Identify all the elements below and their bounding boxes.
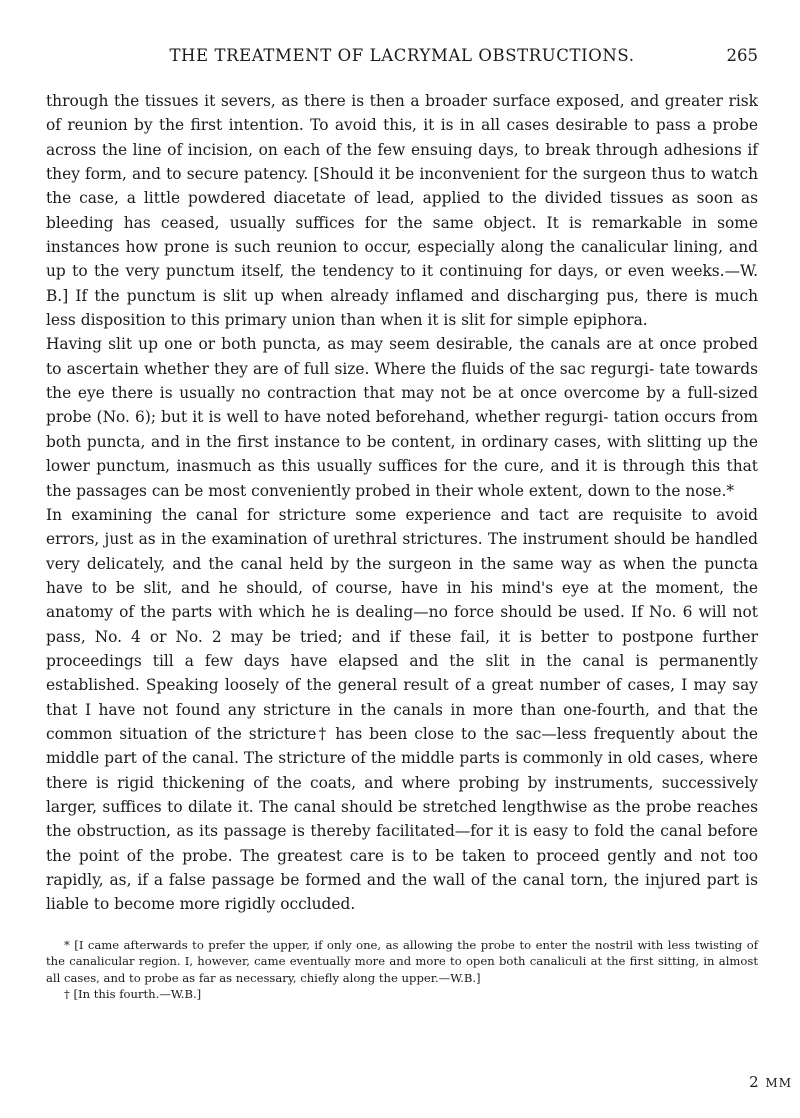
printer-signature-mark <box>749 1072 792 1093</box>
running-head <box>46 46 758 76</box>
book-page <box>46 0 758 1003</box>
footnote-2: † [In this fourth.—W.B.] <box>64 987 202 1002</box>
body-text <box>46 89 758 917</box>
paragraph-2: Having slit up one or both puncta, as may seem desirable, the canals are at once probed to ascertain whether they are of full size. Where the fluids of the sac regurgi- tate towards the eye there is usually no contraction that may not be at once overcome by a full-sized probe (No. 6); but it is well to have noted beforehand, whether regurgi- tation occurs from both puncta, and in the first instance to be content, in ordinary cases, with slitting up the lower punctum, inasmuch as this usually suffices for the cure, and it is through this that the passages can be most conveniently probed in their whole extent, down to the nose.* <box>46 335 758 500</box>
signature-letters: MM <box>765 1076 792 1090</box>
running-head-title: THE TREATMENT OF LACRYMAL OBSTRUCTIONS. <box>169 46 635 65</box>
footnotes <box>46 937 758 1003</box>
paragraph-3: In examining the canal for stricture some experience and tact are requisite to avoid errors, just as in the examination of urethral strictures. The instrument should be handled very delicately, and the canal held by the surgeon in the same way as when the puncta have to be slit, and he should, of course, have in his mind's eye at the moment, the anatomy of the parts with which he is dealing—no force should be used. If No. 6 will not pass, No. 4 or No. 2 may be tried; and if these fail, it is better to postpone further proceedings till a few days have elapsed and the slit in the canal is permanently established. Speaking loosely of the general result of a great number of cases, I may say that I have not found any stricture in the canals in more than one-fourth, and that the common situation of the stricture† has been close to the sac—less frequently about the middle part of the canal. The stricture of the middle parts is commonly in old cases, where there is rigid thickening of the coats, and where probing by instruments, successively larger, suffices to dilate it. The canal should be stretched lengthwise as the probe reaches the obstruction, as its passage is thereby facilitated—for it is easy to fold the canal before the point of the probe. The greatest care is to be taken to proceed gently and not too rapidly, as, if a false passage be formed and the wall of the canal torn, the injured part is liable to become more rigidly occluded. <box>46 505 758 914</box>
paragraph-1: through the tissues it severs, as there is then a broader surface exposed, and greater risk of reunion by the first intention. To avoid this, it is in all cases desirable to pass a probe across the line of incision, on each of the few ensuing days, to break through adhesions if they form, and to secure patency. [Should it be inconvenient for the surgeon thus to watch the case, a little powdered diacetate of lead, applied to the divided tissues as soon as bleeding has ceased, usually suffices for the same object. It is remarkable in some instances how prone is such reunion to occur, especially along the canalicular lining, and up to the very punctum itself, the tendency to it continuing for days, or even weeks.—W. B.] If the punctum is slit up when already inflamed and discharging pus, there is much less disposition to this primary union than when it is slit for simple epiphora. <box>46 92 758 330</box>
footnote-1: * [I came afterwards to prefer the upper, if only one, as allowing the probe to enter the nostril with less twisting of the canalicular region. I, however, came eventually more and more to open both canaliculi at the first sitting, in almost all cases, and to probe as far as necessary, chiefly along the upper.—W.B.] <box>46 937 758 985</box>
page-number: 265 <box>726 46 758 65</box>
signature-number: 2 <box>749 1073 760 1091</box>
